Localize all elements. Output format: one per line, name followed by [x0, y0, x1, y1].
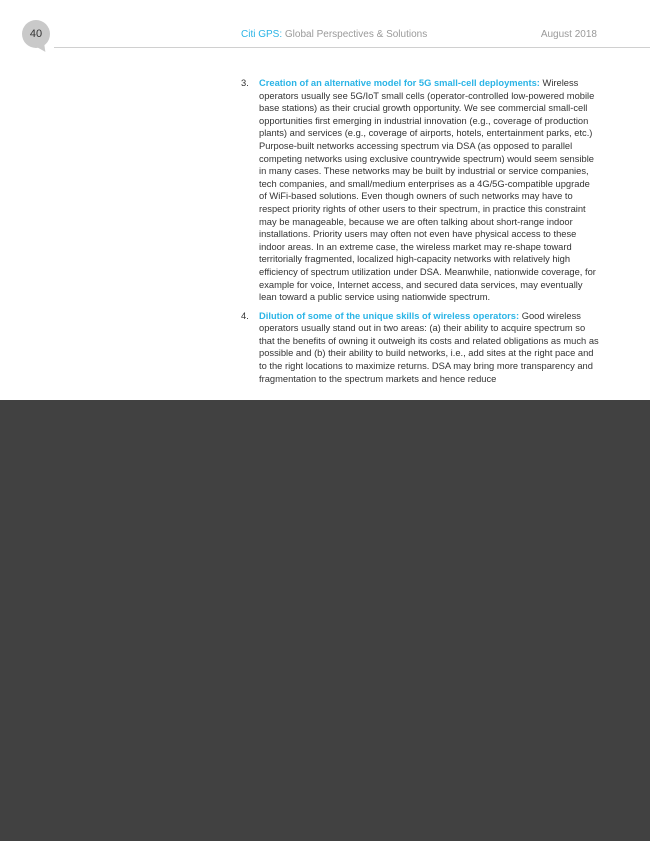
- list-item: [241, 310, 599, 386]
- list-item-heading: Creation of an alternative model for 5G small-cell deployments:: [259, 78, 540, 88]
- list-item: [241, 77, 599, 304]
- list-item-body: Wireless operators usually see 5G/IoT small cells (operator-controlled low-powered mobile base stations) as their crucial growth opportunity. We see commercial small-cell opportunities first emerging in industrial innovation (e.g., coverage of production plants) and services (e.g., coverage of airports, hotels, entertainment parks, etc.) Purpose-built networks accessing spectrum via DSA (as opposed to parallel competing networks using exclusive countrywide spectrum) would seem sensible in many cases. These networks may be built by industrial or service companies, tech companies, and small/medium enterprises as a 4G/5G-compatible upgrade of WiFi-based solutions. Even though owners of such networks may have to respect priority rights of other users to their spectrum, in practice this constraint may be manageable, because we are often talking about short-range indoor installations. Priority users may often not even have physical access to these indoor areas. In an extreme case, the wireless market may re-shape toward territorially fragmented, localized high-capacity networks with relatively high efficiency of spectrum utilization under DSA. Meanwhile, nationwide coverage, for example for voice, Internet access, and secured data services, may eventually lean toward a public service using nationwide spectrum.: [259, 78, 596, 303]
- header-subtitle: Global Perspectives & Solutions: [284, 29, 428, 40]
- list-item-number: 3.: [241, 78, 249, 88]
- header-rule: [54, 47, 650, 48]
- list-item-heading: Dilution of some of the unique skills of wireless operators:: [259, 310, 520, 321]
- dark-overlay-panel: [0, 400, 650, 841]
- header-brand: Citi GPS:: [241, 29, 283, 40]
- list-item-body: Good wireless operators usually stand out in two areas: (a) their ability to acquire spectrum so that the benefits of owning it outweigh its costs and related obligations as much as possible and (b) their ability to build networks, i.e., add sites at the right pace and to the right locations to maximize returns. DSA may bring more transparency and fragmentation to the spectrum markets and hence reduce: [259, 310, 599, 384]
- page-number: 40: [29, 28, 43, 40]
- list-item-number: 4.: [241, 310, 249, 321]
- header-title: [241, 29, 427, 40]
- main-content: [241, 77, 599, 391]
- header-date: August 2018: [540, 29, 597, 40]
